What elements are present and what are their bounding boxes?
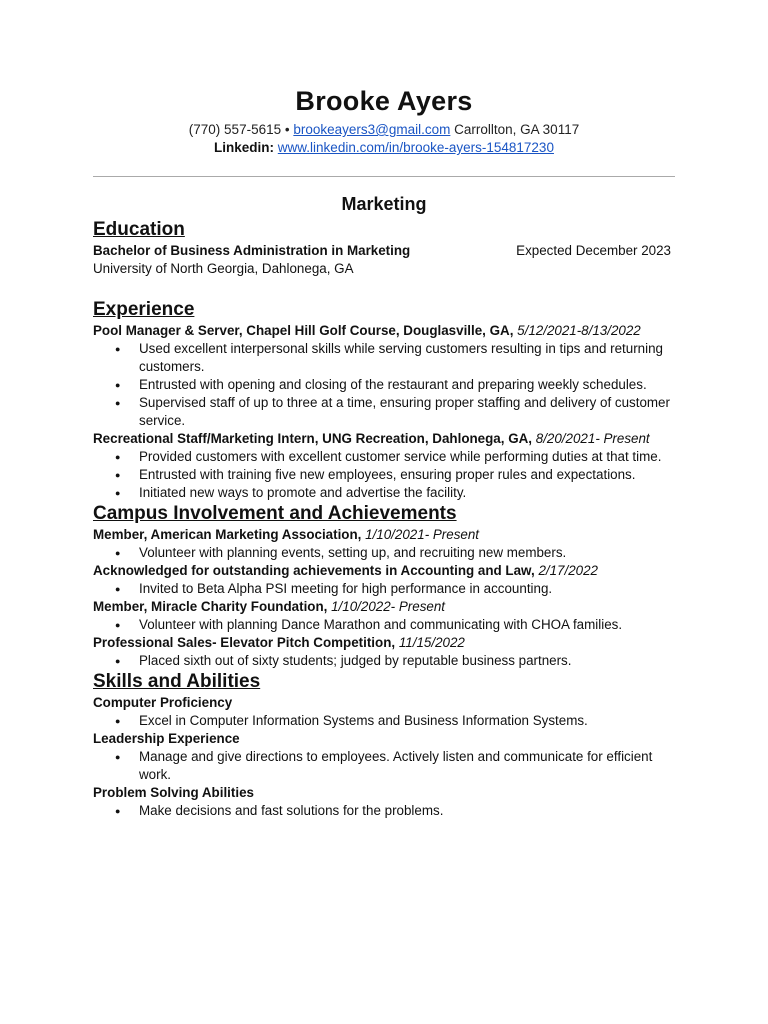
objective-title: Marketing: [341, 194, 427, 214]
campus-section: [93, 502, 675, 670]
activity-heading: [93, 598, 675, 616]
skill-bullets: [93, 802, 675, 820]
list-item: ● Provided customers with excellent customer service while performing duties at that time.: [93, 448, 675, 466]
skills-section: [93, 670, 675, 820]
activity-heading: [93, 526, 675, 544]
activity-dates: 1/10/2021- Present: [365, 527, 480, 542]
job-bullets: [93, 448, 675, 502]
phone-number: (770) 557-5615 •: [188, 122, 290, 137]
activity-dates: 1/10/2022- Present: [331, 599, 446, 614]
job-heading: [93, 430, 675, 448]
skill-bullets: [93, 712, 675, 730]
activity-heading: [93, 634, 675, 652]
experience-section: [93, 298, 675, 502]
spacer: [93, 278, 675, 298]
list-item: ● Volunteer with planning events, setting up, and recruiting new members.: [93, 544, 675, 562]
activity-bullets: [93, 616, 675, 634]
job-dates: 8/20/2021- Present: [535, 431, 650, 446]
location: Carrollton, GA 30117: [454, 122, 580, 137]
activity-bullets: [93, 580, 675, 598]
email-link[interactable]: brookeayers3@gmail.com: [293, 122, 451, 137]
skill-group-heading: [93, 694, 675, 712]
school: University of North Georgia, Dahlonega, GA: [93, 261, 354, 276]
education-degree-row: [93, 242, 675, 260]
linkedin-label: Linkedin:: [214, 140, 275, 155]
section-title-education: Education: [93, 219, 185, 240]
skill-group-name: Leadership Experience: [93, 731, 240, 746]
activity-role: Member, Miracle Charity Foundation,: [93, 599, 328, 614]
education-section: [93, 218, 675, 278]
job-dates: 5/12/2021-8/13/2022: [517, 323, 641, 338]
skill-group-name: Computer Proficiency: [93, 695, 233, 710]
section-title-campus: Campus Involvement and Achievements: [93, 503, 457, 524]
list-item: ● Invited to Beta Alpha PSI meeting for high performance in accounting.: [93, 580, 675, 598]
list-item: ● Placed sixth out of sixty students; judged by reputable business partners.: [93, 652, 675, 670]
list-item: ● Make decisions and fast solutions for the problems.: [93, 802, 675, 820]
job-role: Recreational Staff/Marketing Intern, UNG Recreation, Dahlonega, GA,: [93, 431, 533, 446]
list-item: ● Volunteer with planning Dance Marathon and communicating with CHOA families.: [93, 616, 675, 634]
skill-group-name: Problem Solving Abilities: [93, 785, 254, 800]
list-item: ● Entrusted with training five new employees, ensuring proper rules and expectations.: [93, 466, 675, 484]
degree: Bachelor of Business Administration in Marketing: [93, 243, 411, 258]
list-item: ● Entrusted with opening and closing of the restaurant and preparing weekly schedules.: [93, 376, 675, 394]
list-item: ● Supervised staff of up to three at a time, ensuring proper staffing and delivery of customer service.: [93, 394, 675, 430]
job-bullets: [93, 340, 675, 430]
skill-group-heading: [93, 784, 675, 802]
job-heading: [93, 322, 675, 340]
candidate-name: Brooke Ayers: [295, 86, 473, 116]
activity-dates: 11/15/2022: [398, 635, 465, 650]
skill-group-heading: [93, 730, 675, 748]
linkedin-link[interactable]: www.linkedin.com/in/brooke-ayers-154817230: [277, 140, 554, 155]
activity-role: Professional Sales- Elevator Pitch Competition,: [93, 635, 396, 650]
activity-dates: 2/17/2022: [538, 563, 599, 578]
list-item: ● Initiated new ways to promote and advertise the facility.: [93, 484, 675, 502]
activity-bullets: [93, 652, 675, 670]
list-item: ● Manage and give directions to employees. Actively listen and communicate for efficient work.: [93, 748, 675, 784]
activity-role: Acknowledged for outstanding achievements in Accounting and Law,: [93, 563, 535, 578]
section-title-skills: Skills and Abilities: [93, 671, 261, 692]
activity-bullets: [93, 544, 675, 562]
section-title-experience: Experience: [93, 299, 195, 320]
list-item: ● Used excellent interpersonal skills while serving customers resulting in tips and returning customers.: [93, 340, 675, 376]
list-item: ● Excel in Computer Information Systems and Business Information Systems.: [93, 712, 675, 730]
header-divider: [93, 176, 675, 177]
job-role: Pool Manager & Server, Chapel Hill Golf Course, Douglasville, GA,: [93, 323, 514, 338]
linkedin-line: [0, 140, 768, 155]
activity-heading: [93, 562, 675, 580]
resume-body: [93, 218, 675, 820]
skill-bullets: [93, 748, 675, 784]
activity-role: Member, American Marketing Association,: [93, 527, 362, 542]
contact-line: [0, 122, 768, 137]
graduation-date: Expected December 2023: [516, 243, 671, 258]
